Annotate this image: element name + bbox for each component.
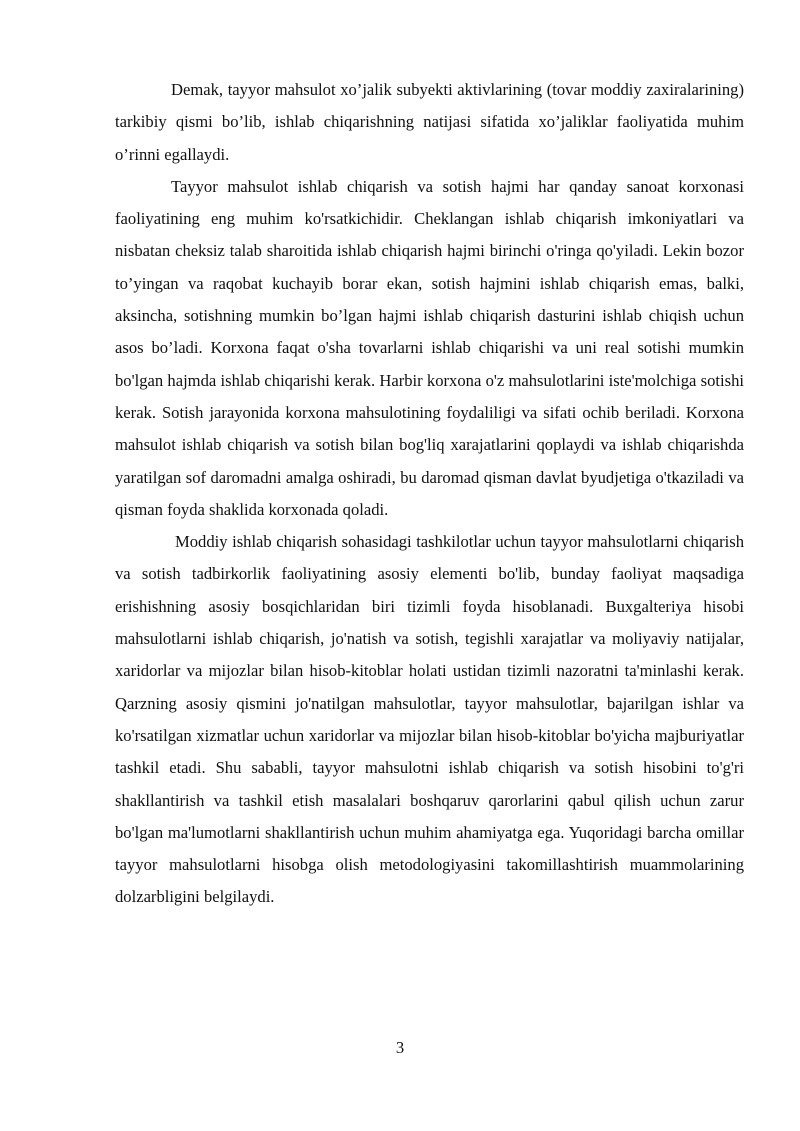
document-body bbox=[115, 74, 744, 914]
paragraph-2: Tayyor mahsulot ishlab chiqarish va sotish hajmi har qanday sanoat korxonasi faoliyatining eng muhim ko'rsatkichidir. Cheklangan ishlab chiqarish imkoniyatlari va nisbatan cheksiz talab sharoitida ishlab chiqarish hajmi birinchi o'ringa qo'yiladi. Lekin bozor to’yingan va raqobat kuchayib borar ekan, sotish hajmini ishlab chiqarish emas, balki, aksincha, sotishning mumkin bo’lgan hajmi ishlab chiqarish dasturini ishlab chiqish uchun asos bo’ladi. Korxona faqat o'sha tovarlarni ishlab chiqarishi va uni real sotishi mumkin bo'lgan hajmda ishlab chiqarishi kerak. Harbir korxona o'z mahsulotlarini iste'molchiga sotishi kerak. Sotish jarayonida korxona mahsulotining foydaliligi va sifati ochib beriladi. Korxona mahsulot ishlab chiqarish va sotish bilan bog'liq xarajatlarini qoplaydi va ishlab chiqarishda yaratilgan sof daromadni amalga oshiradi, bu daromad qisman davlat byudjetiga o'tkaziladi va qisman foyda shaklida korxonada qoladi. bbox=[115, 176, 744, 519]
paragraph-3: Moddiy ishlab chiqarish sohasidagi tashkilotlar uchun tayyor mahsulotlarni chiqarish va sotish tadbirkorlik faoliyatining asosiy elementi bo'lib, bunday faoliyat maqsadiga erishishning asosiy bosqichlaridan biri tizimli foyda hisoblanadi. Buxgalteriya hisobi mahsulotlarni ishlab chiqarish, jo'natish va sotish, tegishli xarajatlar va moliyaviy natijalar, xaridorlar va mijozlar bilan hisob-kitoblar holati ustidan tizimli nazoratni ta'minlashi kerak. Qarzning asosiy qismini jo'natilgan mahsulotlar, tayyor mahsulotlar, bajarilgan ishlar va ko'rsatilgan xizmatlar uchun xaridorlar va mijozlar bilan hisob-kitoblar bo'yicha majburiyatlar tashkil etadi. Shu sababli, tayyor mahsulotni ishlab chiqarish va sotish hisobini to'g'ri shakllantirish va tashkil etish masalalari boshqaruv qarorlarini qabul qilish uchun zarur bo'lgan ma'lumotlarni shakllantirish uchun muhim ahamiyatga ega. Yuqoridagi barcha omillar tayyor mahsulotlarni hisobga olish metodologiyasini takomillashtirish muammolarining dolzarbligini belgilaydi. bbox=[115, 532, 744, 907]
page-number: 3 bbox=[395, 1038, 405, 1057]
paragraph-1: Demak, tayyor mahsulot xo’jalik subyekti aktivlarining (tovar moddiy zaxiralarining) tarkibiy qismi bo’lib, ishlab chiqarishning natijasi sifatida xo’jaliklar faoliyatida muhim o’rinni egallaydi. bbox=[115, 80, 744, 164]
